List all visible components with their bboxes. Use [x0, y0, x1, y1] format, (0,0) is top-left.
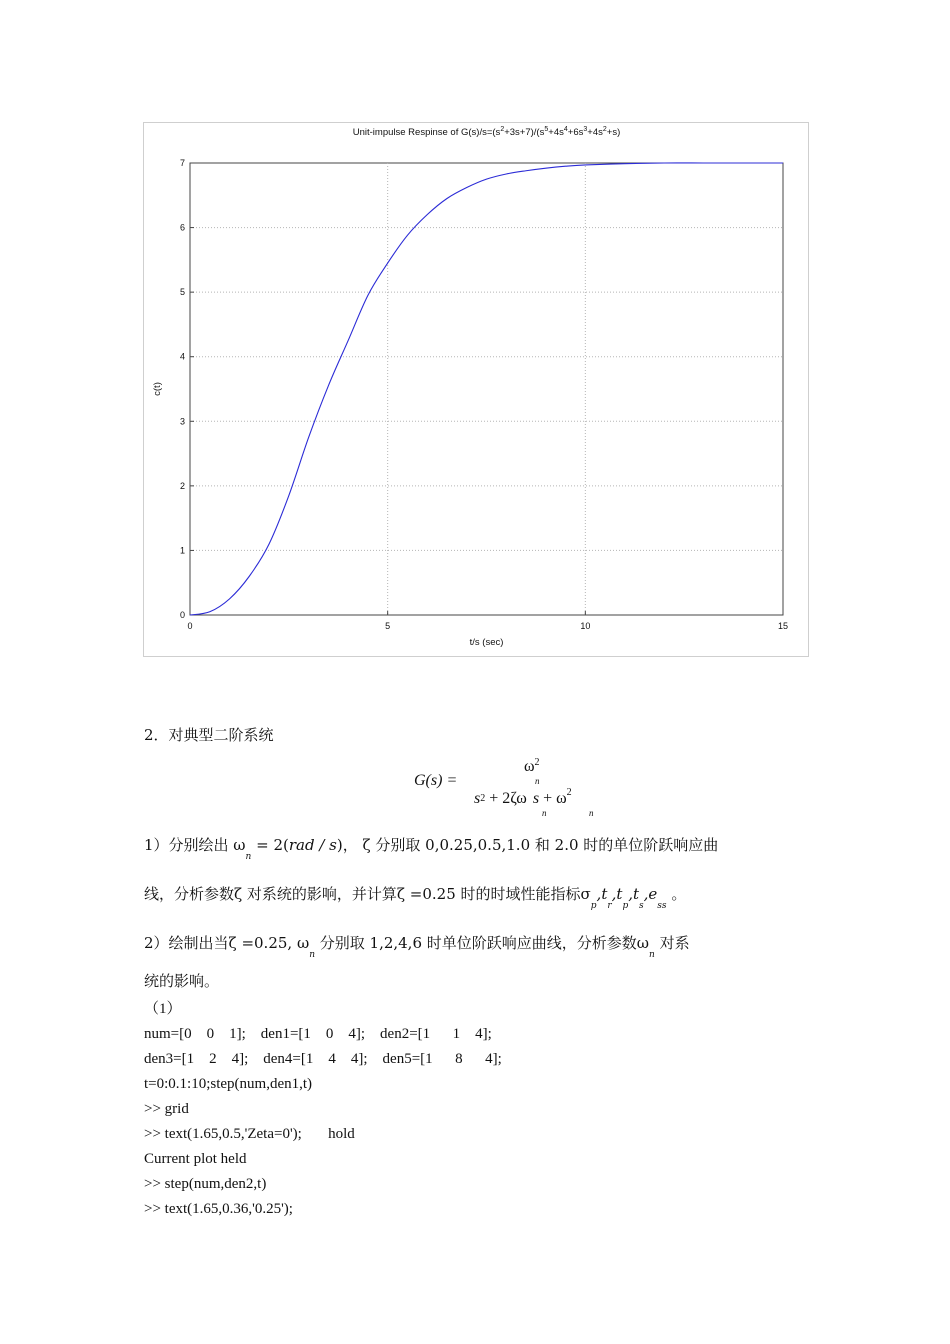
denom-s2: s: [532, 790, 540, 807]
q2-sub-n: n: [309, 950, 315, 960]
q2-line1-c: 对系: [654, 934, 690, 952]
y-tick-label: 3: [179, 416, 185, 427]
denom-s: s: [474, 790, 481, 807]
q1-line1-d: )， ζ 分别取 0,0.25,0.5,1.0 和 2.0 时的单位阶跃响应曲: [336, 836, 719, 854]
code-line-4: t=0:0.1:10;step(num,den1,t): [144, 1076, 313, 1092]
chart-title-sup: 3: [583, 126, 588, 133]
q1-sub-r: r: [607, 901, 612, 911]
y-tick-label: 6: [179, 222, 185, 233]
q1-t1: ,t: [596, 885, 608, 903]
y-tick-label: 2: [179, 480, 185, 491]
q1-t2: ,t: [611, 885, 623, 903]
code-line-2: num=[0 0 1]; den1=[1 0 4]; den2=[1 1 4];: [144, 1026, 492, 1042]
chart-title-part: +4s: [548, 127, 564, 138]
chart-title: [353, 126, 620, 138]
q2-line1-a: 2）绘制出当ζ =0.25, ω: [144, 934, 310, 952]
x-tick-label: 0: [187, 621, 193, 631]
q1-line1-c: rad / s: [288, 836, 337, 854]
code-line-3: den3=[1 2 4]; den4=[1 4 4]; den5=[1 8 4];: [144, 1051, 502, 1067]
equation-numerator: [524, 758, 540, 776]
y-tick-label: 1: [179, 545, 185, 556]
numerator-sup: 2: [534, 757, 540, 768]
denom-plus: + ω: [539, 790, 567, 807]
chart-title-part: +4s: [587, 127, 603, 138]
denom-mid: + 2ζω: [485, 790, 527, 807]
x-tick-label: 10: [580, 621, 591, 631]
equation-lhs: [414, 772, 457, 790]
equation-lhs-text: G(s) =: [414, 772, 458, 789]
code-line-6: >> text(1.65,0.5,'Zeta=0'); hold: [144, 1126, 355, 1142]
section-heading: 2．对典型二阶系统: [144, 726, 274, 744]
q1-line2: [144, 885, 687, 911]
denom-end-sup: 2: [566, 787, 572, 798]
q1-e: ,e: [643, 885, 658, 903]
x-tick-label: 15: [777, 621, 789, 631]
y-tick-label: 0: [179, 610, 185, 620]
x-tick-label: 5: [385, 621, 391, 631]
q2-sub-n2: n: [649, 950, 655, 960]
chart-title-sup: 4: [563, 126, 568, 133]
y-axis-label: c(t): [152, 382, 163, 396]
chart-title-part: Unit-impulse Respinse of G(s)/s=(s: [352, 127, 501, 138]
denom-mid-sub: n: [542, 808, 547, 818]
q1-sub-ss: ss: [657, 901, 667, 911]
chart-title-part: +6s: [567, 127, 584, 138]
q1-sub-p2: p: [622, 901, 629, 911]
q1-sub-p: p: [590, 901, 597, 911]
chart-title-sup: 2: [602, 126, 607, 133]
code-line-5: >> grid: [144, 1101, 189, 1117]
figure-frame: [143, 122, 809, 657]
q1-line1-sub: n: [245, 852, 252, 862]
numerator-omega: ω: [524, 758, 535, 775]
q1-line1: [144, 836, 719, 862]
q1-end: 。: [666, 885, 687, 903]
q2-line1: [144, 934, 690, 960]
q1-sub-s: s: [639, 901, 644, 911]
q1-line1-b: = 2(: [256, 836, 289, 854]
plot-area: [190, 163, 783, 615]
step-response-chart: [144, 123, 808, 656]
equation-denominator: [474, 787, 572, 808]
code-line-8: >> step(num,den2,t): [144, 1176, 267, 1192]
chart-title-sup: 5: [544, 126, 549, 133]
q2-line1-b: 分别取 1,2,4,6 时单位阶跃响应曲线，分析参数ω: [314, 934, 649, 952]
q2-line2: 统的影响。: [144, 972, 220, 990]
q1-t3: ,t: [628, 885, 640, 903]
y-tick-label: 4: [179, 351, 185, 362]
q1-line2-a: 线，分析参数ζ 对系统的影响，并计算ζ =0.25 时的时域性能指标σ: [144, 885, 591, 903]
chart-title-part: +3s+7)/(s: [504, 127, 545, 138]
denom-s-sup: 2: [480, 793, 486, 804]
denom-end-sub: n: [589, 808, 594, 818]
y-tick-label: 5: [179, 287, 185, 298]
y-tick-label: 7: [179, 158, 185, 168]
x-axis-label: t/s (sec): [469, 637, 504, 648]
code-line-7: Current plot held: [144, 1151, 247, 1167]
code-line-1: （1）: [144, 1001, 182, 1017]
chart-title-sup: 2: [500, 126, 505, 133]
code-line-9: >> text(1.65,0.36,'0.25');: [144, 1201, 293, 1217]
numerator-sub: n: [535, 776, 540, 786]
q1-line1-a: 1）分别绘出 ω: [144, 836, 246, 854]
chart-title-part: +s): [606, 127, 621, 138]
